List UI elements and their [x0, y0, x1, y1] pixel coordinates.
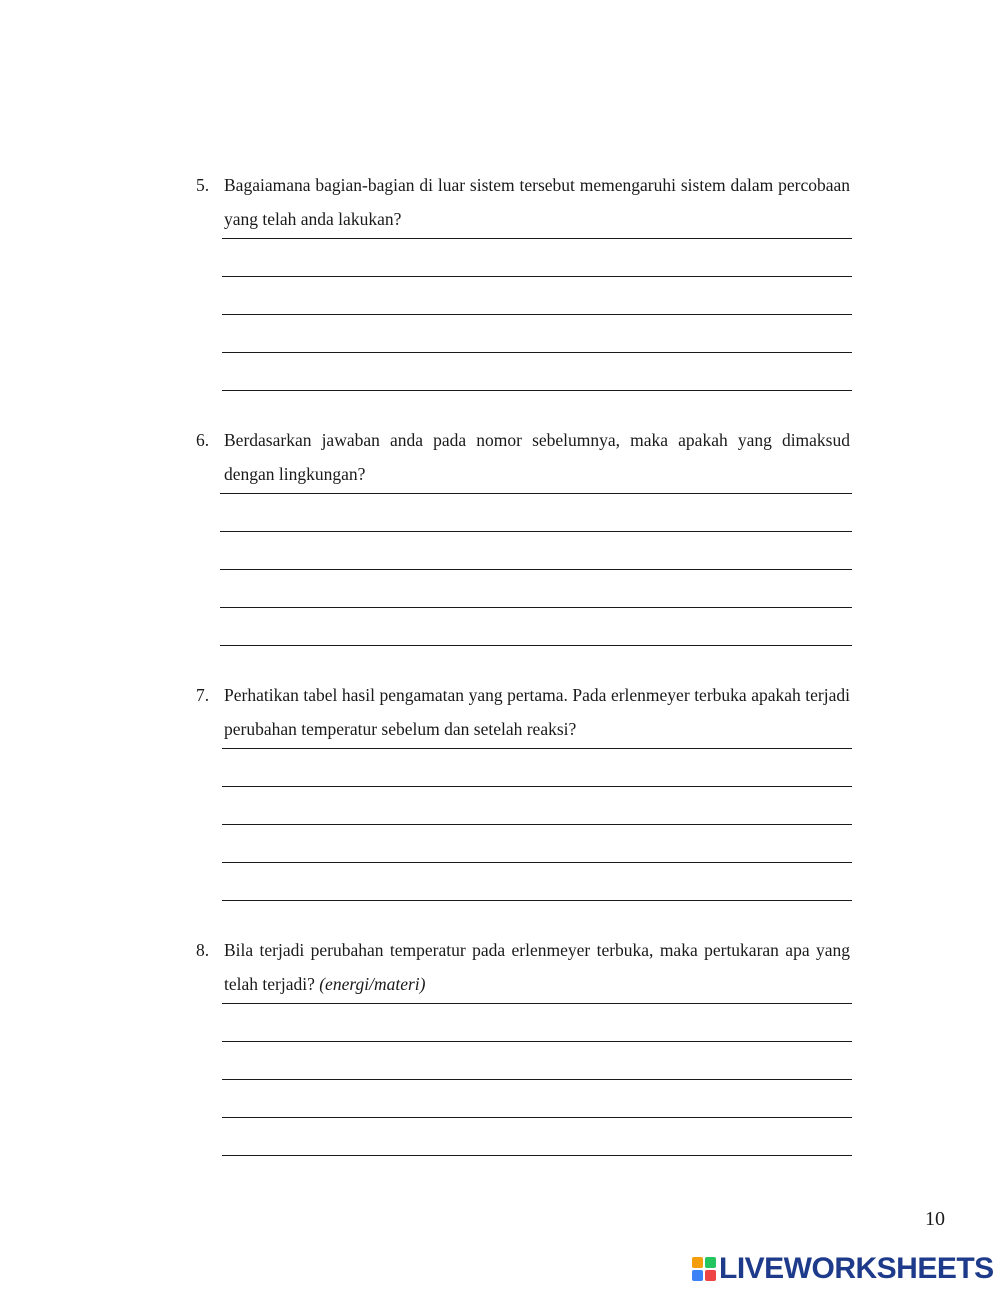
question-text [190, 168, 850, 236]
question-7 [190, 678, 850, 938]
answer-line[interactable] [222, 1117, 852, 1118]
answer-area[interactable] [222, 238, 850, 391]
answer-line[interactable] [222, 900, 852, 901]
question-body: Perhatikan tabel hasil pengamatan yang pertama. Pada erlenmeyer terbuka apakah terjadi perubahan temperatur sebelum dan setelah reaksi? [224, 685, 850, 739]
answer-line[interactable] [222, 390, 852, 391]
question-text [190, 933, 850, 1001]
answer-line[interactable] [222, 352, 852, 353]
answer-area[interactable] [222, 748, 850, 901]
answer-line[interactable] [222, 238, 852, 239]
logo-tile-icon [705, 1270, 716, 1281]
question-text [190, 423, 850, 491]
question-body: Berdasarkan jawaban anda pada nomor sebelumnya, maka apakah yang dimaksud dengan lingkungan? [224, 430, 850, 484]
question-number: 5. [196, 175, 210, 195]
liveworksheets-logo-icon [692, 1257, 716, 1281]
logo-tile-icon [705, 1257, 716, 1268]
liveworksheets-brand [692, 1252, 994, 1286]
answer-line[interactable] [220, 607, 852, 608]
answer-line[interactable] [222, 276, 852, 277]
answer-line[interactable] [222, 1079, 852, 1080]
answer-line[interactable] [222, 1003, 852, 1004]
logo-tile-icon [692, 1270, 703, 1281]
answer-line[interactable] [222, 1041, 852, 1042]
question-number: 7. [196, 685, 210, 705]
brand-name: LIVEWORKSHEETS [719, 1252, 994, 1285]
answer-line[interactable] [222, 1155, 852, 1156]
question-body: Bagaiamana bagian-bagian di luar sistem tersebut memengaruhi sistem dalam percobaan yang telah anda lakukan? [224, 175, 850, 229]
question-6 [190, 423, 850, 683]
answer-line[interactable] [222, 748, 852, 749]
question-5 [190, 168, 850, 428]
answer-area[interactable] [222, 493, 850, 646]
answer-line[interactable] [222, 314, 852, 315]
answer-line[interactable] [220, 493, 852, 494]
question-number: 6. [196, 430, 210, 450]
answer-line[interactable] [222, 786, 852, 787]
answer-line[interactable] [220, 569, 852, 570]
question-8 [190, 933, 850, 1193]
answer-area[interactable] [222, 1003, 850, 1156]
answer-line[interactable] [220, 645, 852, 646]
logo-tile-icon [692, 1257, 703, 1268]
hint-text: (energi/materi) [319, 974, 426, 994]
question-text [190, 678, 850, 746]
answer-line[interactable] [220, 531, 852, 532]
page-number: 10 [925, 1208, 945, 1230]
question-body: Bila terjadi perubahan temperatur pada erlenmeyer terbuka, maka pertukaran apa yang telah terjadi? (energi/materi) [224, 940, 850, 994]
answer-line[interactable] [222, 862, 852, 863]
question-number: 8. [196, 940, 210, 960]
answer-line[interactable] [222, 824, 852, 825]
